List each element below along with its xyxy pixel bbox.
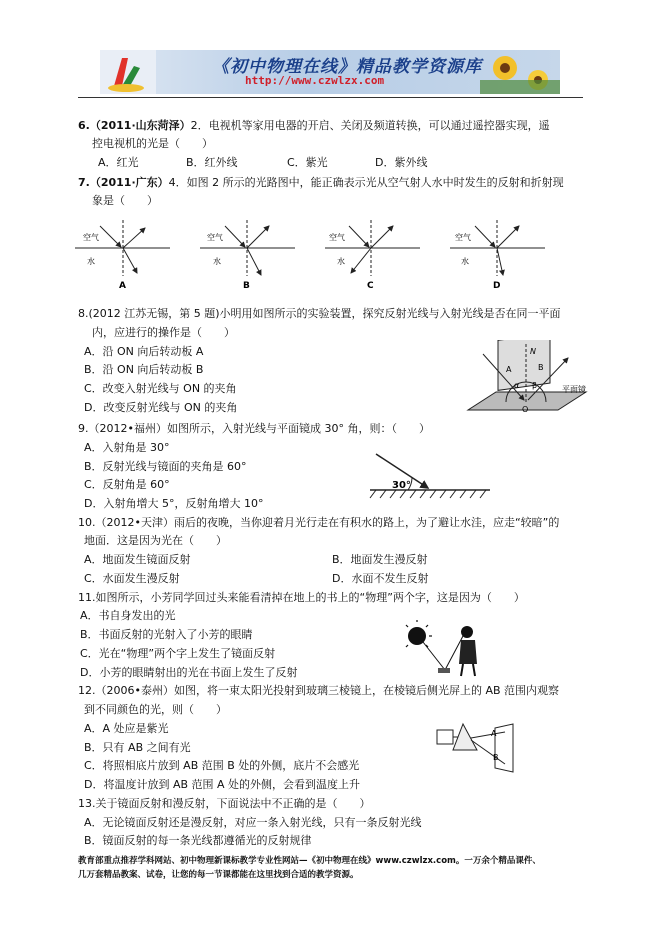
q9-figure: [368, 450, 493, 502]
q10-opt-d: D．水面不发生反射: [332, 572, 429, 585]
q13-opt-b: B．镜面反射的每一条光线都遵循光的反射规律: [84, 834, 312, 847]
q9-angle-label: 30°: [392, 480, 411, 491]
q7-label-b: B: [243, 281, 250, 290]
q8-label-o: O: [522, 405, 529, 414]
q9-opt-c: C．反射角是 60°: [84, 478, 170, 491]
q11-opt-d: D．小芳的眼睛射出的光在书面上发生了反射: [80, 666, 298, 679]
q11-opt-b: B．书面反射的光射入了小芳的眼睛: [80, 628, 253, 641]
q7-water-d: 水: [461, 257, 469, 266]
q7-stem1: 4．如图 2 所示的光路图中，能正确表示光从空气射人水中时发生的反射和折射现: [168, 176, 564, 189]
q8-label-b: B: [538, 363, 544, 372]
q7-air-a: 空气: [83, 233, 99, 242]
q6-opt-d: D．紫外线: [375, 156, 428, 169]
q9-opt-b: B．反射光线与镜面的夹角是 60°: [84, 460, 247, 473]
q7-air-c: 空气: [329, 233, 345, 242]
q11-stem: 11.如图所示，小芳同学回过头来能看清掉在地上的书上的“物理”两个字，这是因为（ ）: [78, 591, 525, 604]
q12-opt-d: D．将温度计放到 AB 范围 A 处的外侧，会看到温度上升: [84, 778, 361, 791]
q12-stem1: 12.（2006•泰州）如图，将一束太阳光投射到玻璃三棱镜上，在棱镜后侧光屏上的 AB 范围内观察: [78, 684, 560, 697]
q6-opt-c: C．紫光: [287, 156, 328, 169]
q7-label-d: D: [493, 281, 501, 290]
q6-stem1: 2．电视机等家用电器的开启、关闭及频道转换，可以通过遥控器实现，遥: [190, 119, 550, 132]
q11-figure: [405, 620, 487, 678]
q10-opt-b: B．地面发生漫反射: [332, 553, 428, 566]
q10-stem1: 10.（2012•天津）雨后的夜晚，当你迎着月光行走在有积水的路上，为了避让水洼，应走“较暗”的: [78, 516, 560, 529]
q7-diagram-c: [325, 220, 420, 290]
q7-label-c: C: [367, 281, 374, 290]
q12-stem2: 到不同颜色的光，则（ ）: [84, 703, 227, 716]
q6-source: 6.（2011·山东菏泽）: [78, 119, 191, 132]
q6-opt-b: B．红外线: [186, 156, 238, 169]
q8-label-a: A: [506, 365, 512, 374]
q7-diagram-a: [75, 220, 170, 290]
q6-stem2: 控电视机的光是（ ）: [92, 137, 213, 150]
header-rule: [78, 97, 583, 98]
q8-opt-a: A．沿 ON 向后转动板 A: [84, 345, 204, 358]
q8-stem1: 8.(2012 江苏无锡，第 5 题)小明用如图所示的实验装置，探究反射光线与入射光线是否在同一平面: [78, 307, 561, 320]
q7-water-a: 水: [87, 257, 95, 266]
q9-stem: 9.（2012•福州）如图所示，入射光线与平面镜成 30° 角，则：（ ）: [78, 422, 430, 435]
banner-title: 《初中物理在线》精品教学资源库: [212, 57, 482, 77]
q7-air-b: 空气: [207, 233, 223, 242]
q12-label-a: A: [491, 729, 497, 738]
q8-label-beta: β: [532, 381, 538, 390]
q7-diagram-b: [200, 220, 295, 290]
q7-diagram-d: [450, 220, 545, 290]
q8-label-alpha: α: [514, 381, 520, 390]
q7-line1: [78, 175, 564, 191]
q12-opt-b: B．只有 AB 之间有光: [84, 741, 191, 754]
q9-opt-a: A．入射角是 30°: [84, 441, 170, 454]
q13-stem: 13.关于镜面反射和漫反射，下面说法中不正确的是（ ）: [78, 797, 371, 810]
q7-air-d: 空气: [455, 233, 471, 242]
q6-line1: [78, 118, 550, 134]
q8-opt-d: D．改变反射光线与 ON 的夹角: [84, 401, 238, 414]
q7-water-b: 水: [213, 257, 221, 266]
q8-opt-c: C．改变入射光线与 ON 的夹角: [84, 382, 237, 395]
q12-opt-c: C．将照相底片放到 AB 范围 B 处的外侧，底片不会感光: [84, 759, 360, 772]
q12-opt-a: A．A 处应是紫光: [84, 722, 169, 735]
q8-figure: [458, 340, 598, 422]
banner-url: http://www.czwlzx.com: [245, 74, 385, 87]
q12-label-b: B: [493, 753, 499, 762]
q10-opt-a: A．地面发生镜面反射: [84, 553, 191, 566]
q6-opt-a: A．红光: [98, 156, 139, 169]
q12-figure: [435, 718, 517, 776]
q7-source: 7.（2011·广东）: [78, 176, 169, 189]
q9-opt-d: D．入射角增大 5°，反射角增大 10°: [84, 497, 264, 510]
q13-opt-a: A．无论镜面反射还是漫反射，对应一条入射光线，只有一条反射光线: [84, 816, 422, 829]
q8-opt-b: B．沿 ON 向后转动板 B: [84, 363, 204, 376]
q7-water-c: 水: [337, 257, 345, 266]
q10-stem2: 地面．这是因为光在（ ）: [84, 534, 227, 547]
q7-stem2: 象是（ ）: [92, 194, 158, 207]
q7-label-a: A: [119, 281, 126, 290]
header-banner: [100, 50, 560, 94]
footer-line2: 几万套精品教案、试卷，让您的每一节课都能在这里找到合适的教学资源。: [78, 870, 359, 880]
q8-label-n: N: [530, 347, 536, 356]
q8-label-mirror: 平面镜: [562, 385, 586, 394]
q10-opt-c: C．水面发生漫反射: [84, 572, 180, 585]
q11-opt-c: C．光在“物理”两个字上发生了镜面反射: [80, 647, 276, 660]
q8-stem2: 内，应进行的操作是（ ）: [92, 326, 235, 339]
q7-figure: [75, 218, 555, 290]
q11-opt-a: A．书自身发出的光: [80, 609, 176, 622]
footer-line1: 教育部重点推荐学科网站、初中物理新课标教学专业性网站—《初中物理在线》www.czwlzx.com。一万余个精品课件、: [78, 856, 541, 866]
